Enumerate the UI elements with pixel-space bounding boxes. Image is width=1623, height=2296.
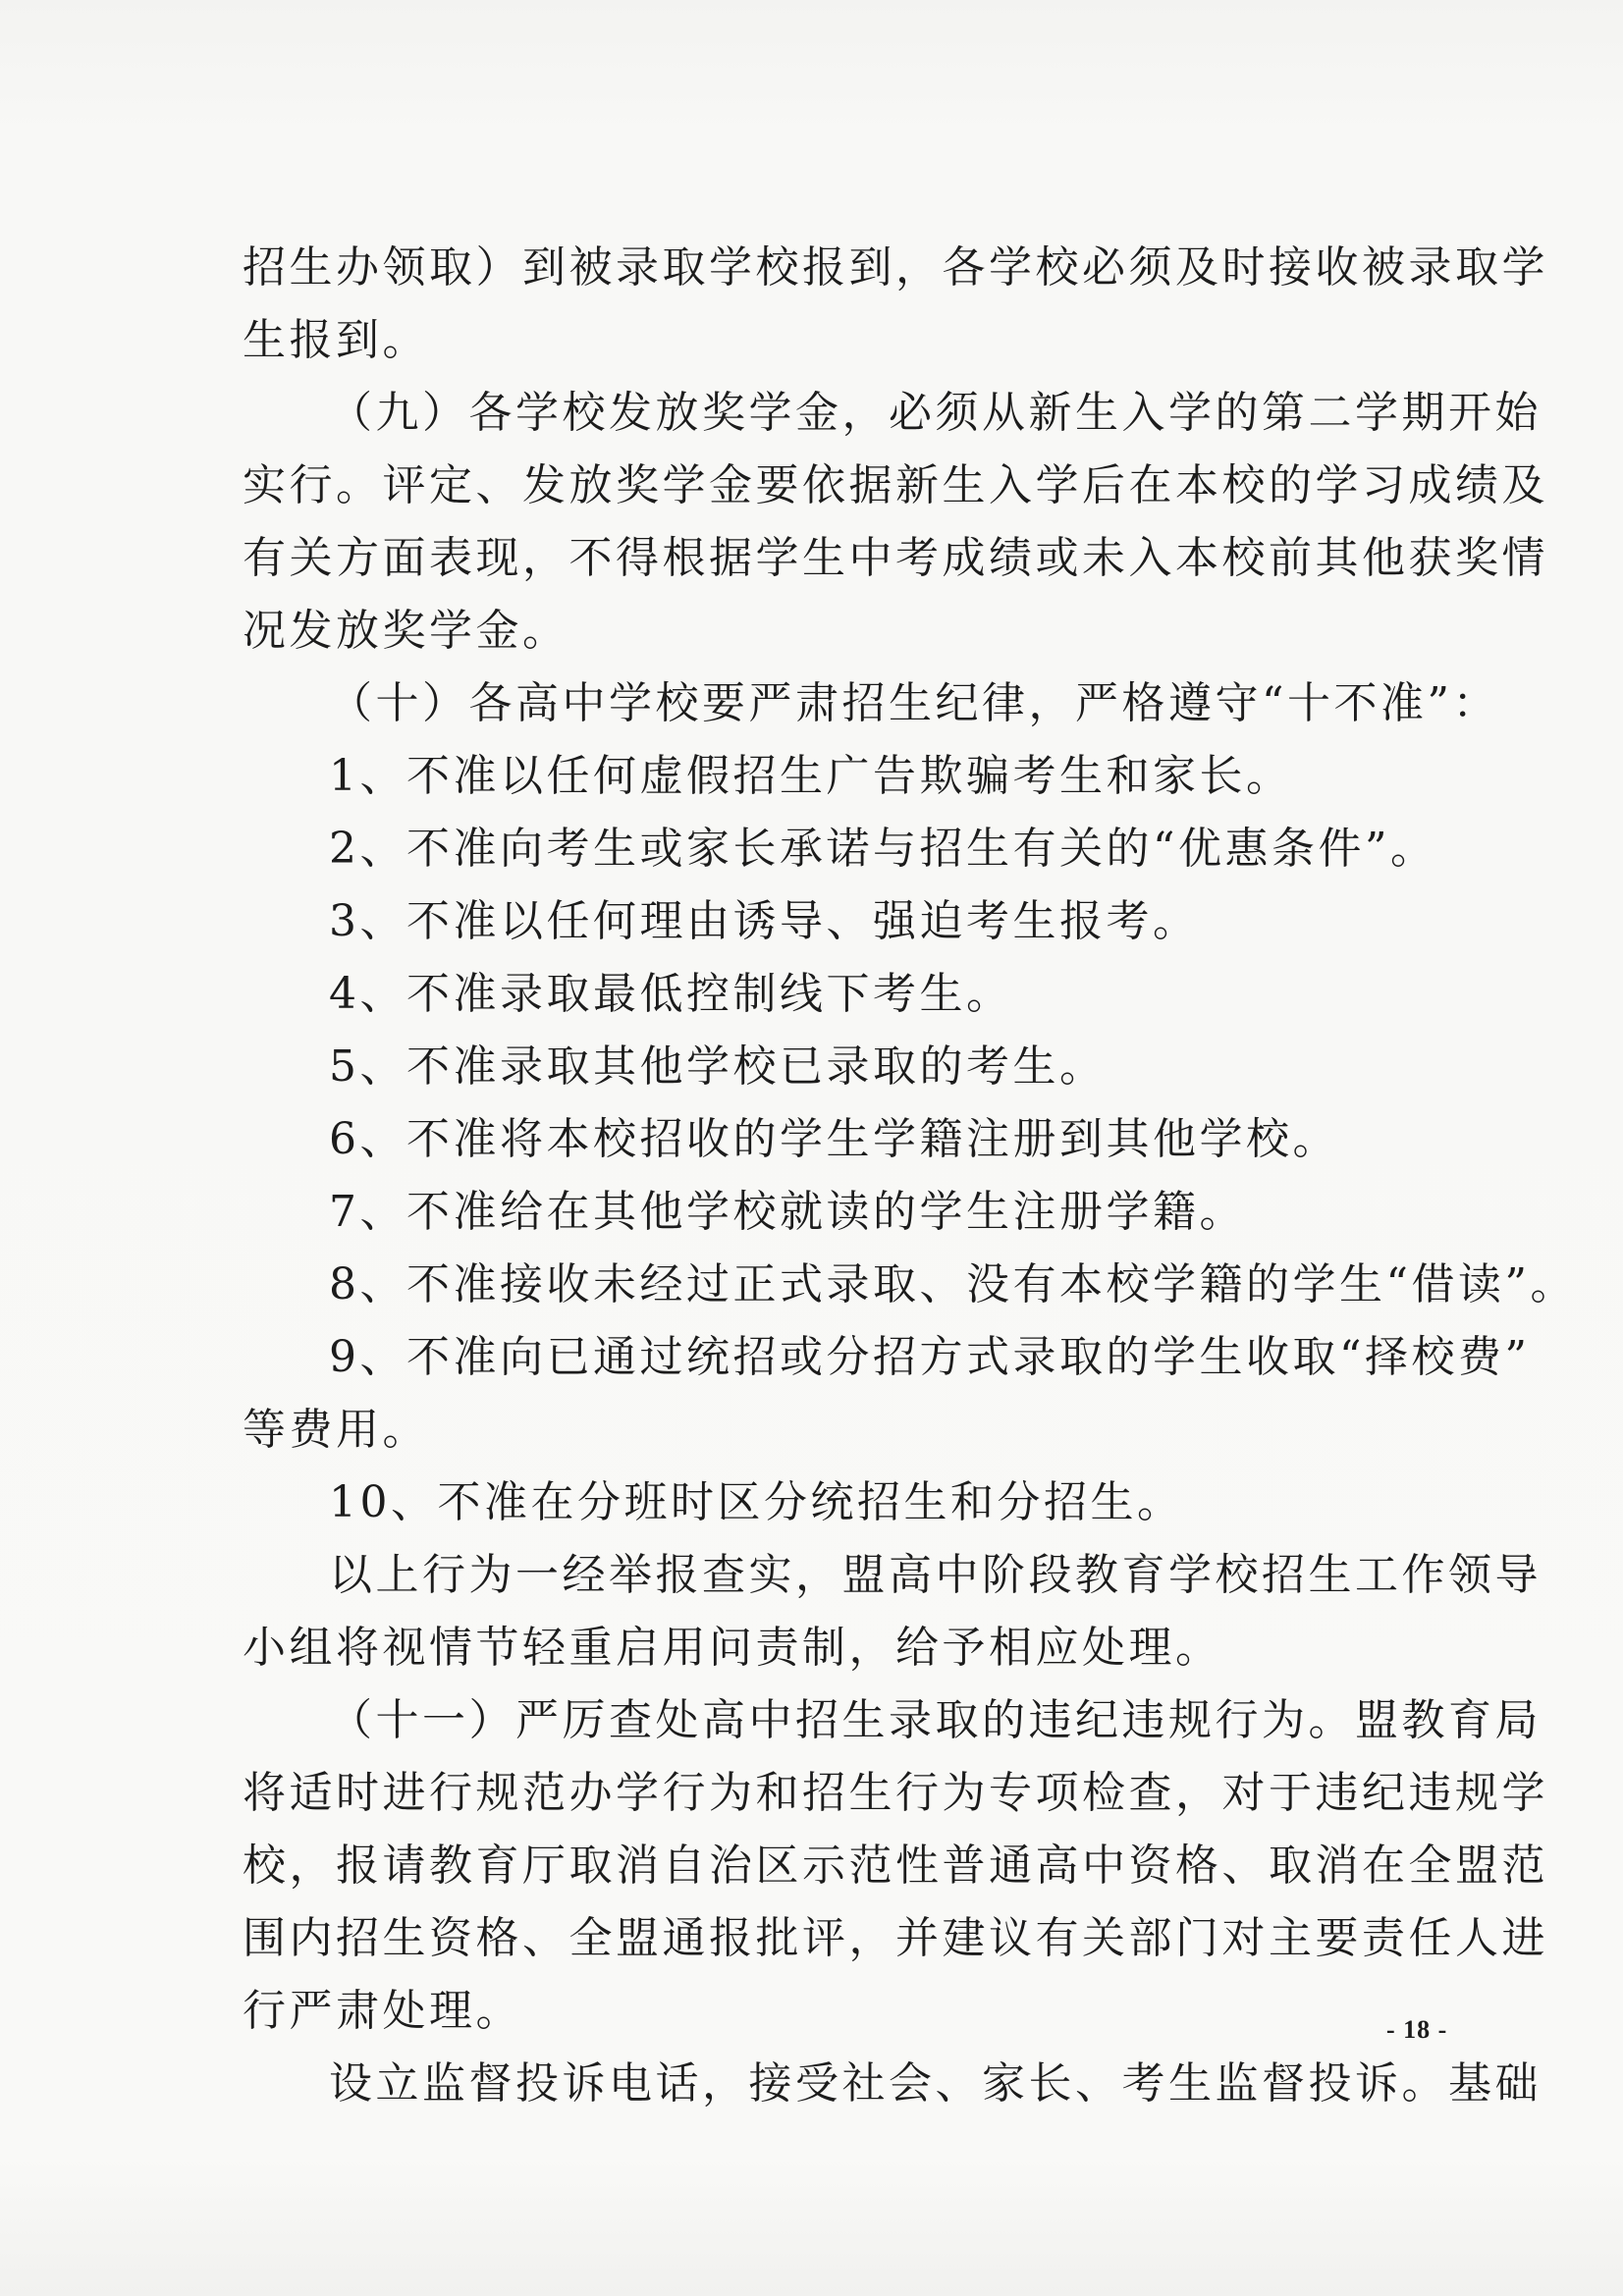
text-line: 6、不准将本校招收的学生学籍注册到其他学校。 (329, 1114, 1339, 1164)
text-line: （九）各学校发放奖学金，必须从新生入学的第二学期开始 (329, 388, 1542, 438)
page-number: - 18 - (1386, 2015, 1448, 2044)
text-line: （十一）严厉查处高中招生录取的违纪违规行为。盟教育局 (329, 1695, 1542, 1745)
text-line: 9、不准向已通过统招或分招方式录取的学生收取“择校费” (329, 1332, 1531, 1382)
text-line: 5、不准录取其他学校已录取的考生。 (329, 1041, 1107, 1092)
text-line: 生报到。 (243, 315, 429, 365)
text-line: 10、不准在分班时区分统招生和分招生。 (329, 1477, 1184, 1527)
text-line: 围内招生资格、全盟通报批评，并建议有关部门对主要责任人进 (243, 1913, 1548, 1963)
text-line: 等费用。 (243, 1405, 429, 1455)
text-line: 校，报请教育厅取消自治区示范性普通高中资格、取消在全盟范 (243, 1841, 1548, 1891)
document-body (243, 232, 1577, 2120)
text-line: 有关方面表现，不得根据学生中考成绩或未入本校前其他获奖情 (243, 533, 1548, 583)
text-line: 况发放奖学金。 (243, 606, 569, 656)
text-line: 3、不准以任何理由诱导、强迫考生报考。 (329, 896, 1200, 946)
text-line: 2、不准向考生或家长承诺与招生有关的“优惠条件”。 (329, 824, 1437, 874)
text-line: 4、不准录取最低控制线下考生。 (329, 969, 1013, 1019)
text-line: 以上行为一经举报查实，盟高中阶段教育学校招生工作领导 (329, 1550, 1542, 1600)
text-line: 将适时进行规范办学行为和招生行为专项检查，对于违纪违规学 (243, 1768, 1548, 1818)
text-line: 设立监督投诉电话，接受社会、家长、考生监督投诉。基础 (329, 2058, 1542, 2109)
text-line: 1、不准以任何虚假招生广告欺骗考生和家长。 (329, 751, 1293, 801)
text-line: 7、不准给在其他学校就读的学生注册学籍。 (329, 1187, 1246, 1237)
text-line: 8、不准接收未经过正式录取、没有本校学籍的学生“借读”。 (329, 1259, 1577, 1309)
text-line: （十）各高中学校要严肃招生纪律，严格遵守“十不准”： (329, 678, 1499, 728)
text-line: 小组将视情节轻重启用问责制，给予相应处理。 (243, 1623, 1222, 1673)
text-line: 行严肃处理。 (243, 1986, 522, 2036)
text-line: 实行。评定、发放奖学金要依据新生入学后在本校的学习成绩及 (243, 460, 1548, 510)
text-line: 招生办领取）到被录取学校报到，各学校必须及时接收被录取学 (243, 242, 1548, 293)
